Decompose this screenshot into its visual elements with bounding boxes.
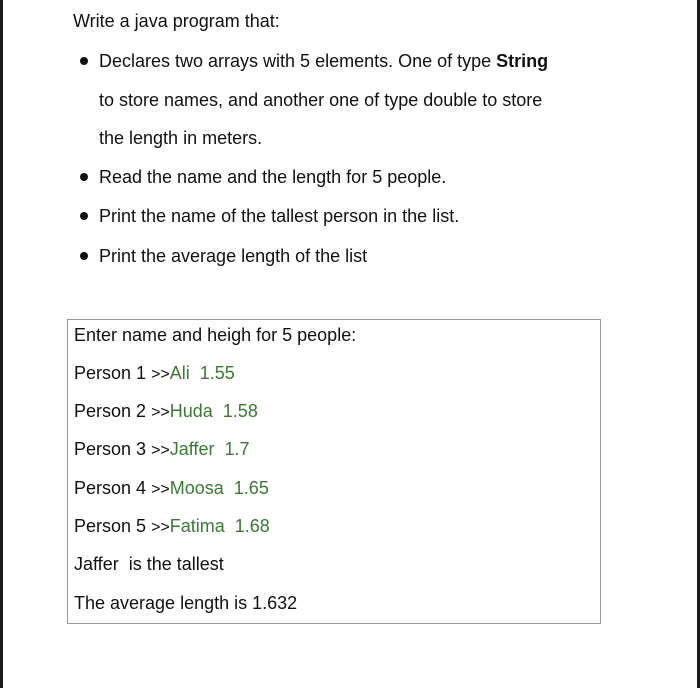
requirement-line bbox=[99, 203, 459, 229]
average-result: The average length is 1.632 bbox=[74, 593, 298, 613]
prompt-symbol: >> bbox=[151, 404, 170, 421]
console-header: Enter name and heigh for 5 people: bbox=[74, 325, 357, 345]
requirement-line bbox=[99, 48, 548, 74]
assignment-heading: Write a java program that: bbox=[73, 11, 280, 31]
requirement-line bbox=[99, 243, 367, 269]
console-entry bbox=[74, 436, 250, 464]
sample-output-box bbox=[67, 319, 601, 624]
bullet-dot-icon bbox=[80, 252, 88, 260]
console-entry bbox=[74, 513, 270, 541]
person-label: Person 4 bbox=[74, 478, 147, 498]
requirement-text: the length in meters. bbox=[99, 128, 263, 148]
requirement-keyword: String bbox=[496, 51, 549, 71]
person-name-input: Fatima bbox=[169, 516, 225, 536]
requirement-line bbox=[99, 164, 446, 190]
person-length-input: 1.55 bbox=[199, 363, 235, 383]
bullet-dot-icon bbox=[80, 173, 88, 181]
requirement-text: Print the name of the tallest person in the list. bbox=[99, 206, 460, 226]
person-length-input: 1.65 bbox=[233, 478, 269, 498]
person-length-input: 1.58 bbox=[222, 401, 258, 421]
requirement-text: to store names, and another one of type double to store bbox=[99, 90, 543, 110]
requirement-text: Declares two arrays with 5 elements. One of type bbox=[99, 51, 497, 71]
prompt-symbol: >> bbox=[151, 366, 170, 383]
person-name-input: Huda bbox=[169, 401, 213, 421]
person-label: Person 5 bbox=[74, 516, 147, 536]
person-length-input: 1.7 bbox=[224, 439, 250, 459]
console-entry bbox=[74, 475, 269, 503]
tallest-result: Jaffer is the tallest bbox=[74, 554, 224, 574]
person-label: Person 3 bbox=[74, 439, 147, 459]
console-entry bbox=[74, 360, 235, 388]
person-name-input: Moosa bbox=[169, 478, 224, 498]
requirement-text: Read the name and the length for 5 people. bbox=[99, 167, 447, 187]
bullet-dot-icon bbox=[80, 212, 88, 220]
prompt-symbol: >> bbox=[151, 442, 170, 459]
person-name-input: Ali bbox=[169, 363, 190, 383]
requirement-text: Print the average length of the list bbox=[99, 246, 368, 266]
page-left-border bbox=[0, 0, 3, 688]
bullet-dot-icon bbox=[80, 57, 88, 65]
console-entry bbox=[74, 398, 258, 426]
requirement-line bbox=[99, 125, 262, 151]
person-name-input: Jaffer bbox=[169, 439, 215, 459]
person-length-input: 1.68 bbox=[234, 516, 270, 536]
person-label: Person 2 bbox=[74, 401, 147, 421]
prompt-symbol: >> bbox=[151, 481, 170, 498]
prompt-symbol: >> bbox=[151, 519, 170, 536]
requirement-line bbox=[99, 87, 542, 113]
person-label: Person 1 bbox=[74, 363, 147, 383]
